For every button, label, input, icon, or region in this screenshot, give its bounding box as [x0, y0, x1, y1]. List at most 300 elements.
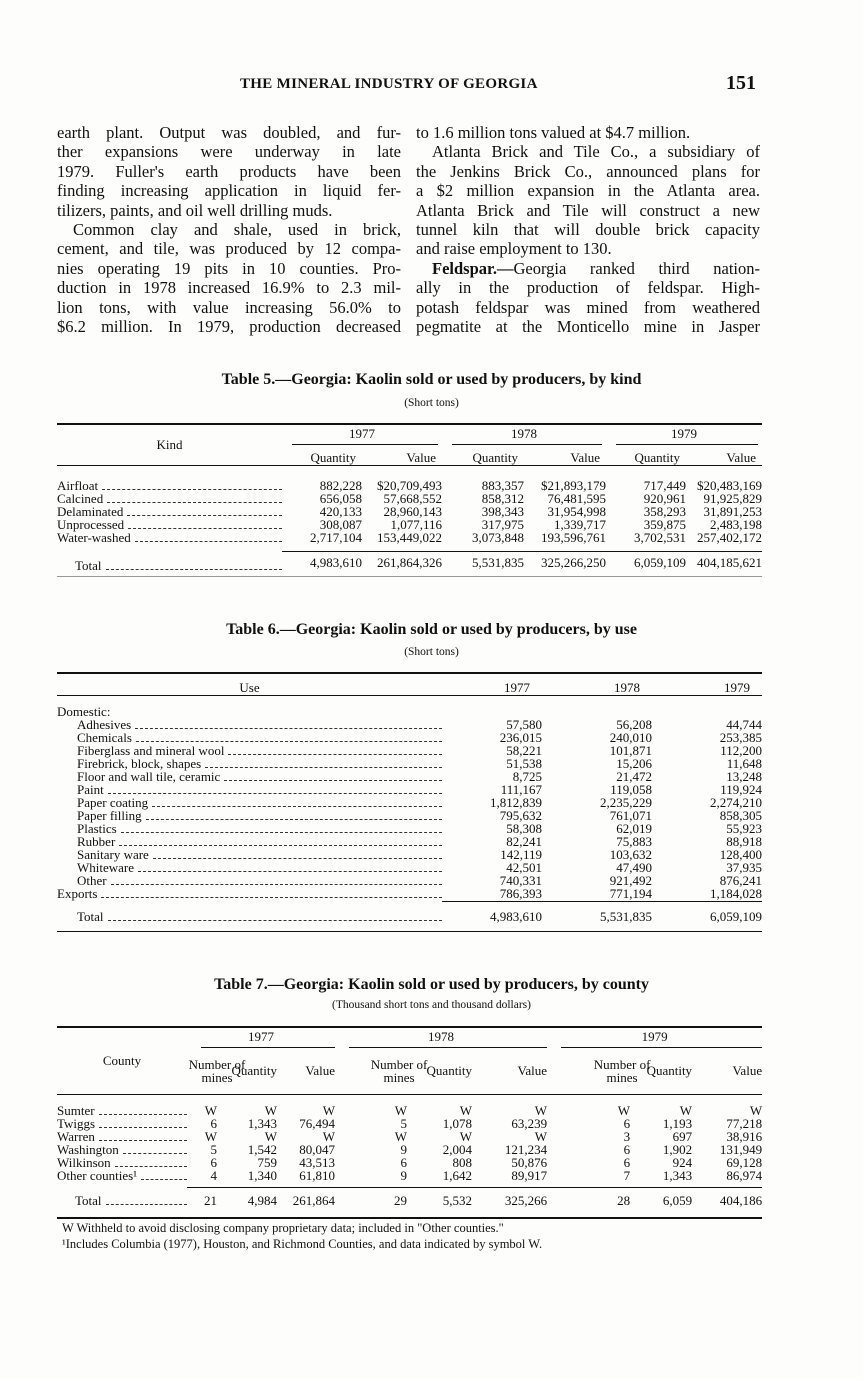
leader-dots [99, 1127, 187, 1128]
table-row [57, 836, 762, 849]
cell-value: W [679, 1103, 693, 1119]
cell-value: 358,293 [643, 504, 686, 520]
running-head: THE MINERAL INDUSTRY OF GEORGIA [240, 76, 538, 92]
leader-dots [123, 1153, 187, 1154]
column-header [187, 1048, 246, 1095]
cell-value: 63,239 [511, 1116, 548, 1132]
spacer-row [57, 696, 762, 707]
column-header: Value [686, 445, 762, 466]
footnote-w: W Withheld to avoid disclosing company proprietary data; included in "Other counties." [62, 1221, 504, 1235]
cell-value: 121,234 [504, 1142, 548, 1158]
cell-value: 1,343 [247, 1116, 277, 1132]
number-of-mines-label: Number of mines [370, 1057, 428, 1085]
cell-value: W [459, 1103, 473, 1119]
cell-value: 76,494 [299, 1116, 336, 1132]
leader-dots [99, 1114, 187, 1115]
number-of-mines-label: Number of mines [188, 1057, 246, 1085]
label-text: Other [77, 872, 107, 888]
cell-value: 21 [187, 1188, 217, 1218]
leader-dots [135, 541, 282, 542]
cell-value: 47,490 [616, 859, 652, 875]
label-text: Chemicals [77, 729, 132, 745]
leader-dots [99, 1140, 187, 1141]
cell-value: 56,208 [616, 716, 652, 732]
label-text: Total [75, 557, 102, 573]
cell-value: 771,194 [609, 885, 652, 901]
cell-value: 3,702,531 [634, 530, 686, 546]
cell-value: 1,078 [442, 1116, 473, 1132]
cell-value: 759 [257, 1155, 277, 1171]
leader-dots [106, 569, 282, 570]
cell-value: 2,274,210 [710, 794, 762, 810]
table-row [57, 784, 762, 797]
table-row [57, 862, 762, 875]
label-text: Twiggs [57, 1116, 96, 1131]
text-line: lion tons, with value increasing 56.0% to [57, 297, 401, 317]
text-line: potash feldspar was mined from weathered [416, 297, 760, 317]
leader-dots [205, 767, 442, 768]
header-row-years [57, 1027, 762, 1048]
cell-value: 4,984 [217, 1188, 277, 1218]
year-header: 1977 [187, 1027, 335, 1048]
cell-value: 42,501 [506, 859, 542, 875]
leader-dots [108, 920, 442, 921]
group-row [57, 706, 762, 719]
cell-value: 921,492 [609, 872, 652, 888]
column-header [335, 1048, 428, 1095]
leader-dots [224, 780, 442, 781]
cell-value: 119,924 [720, 781, 762, 797]
label-wrap [57, 872, 442, 888]
table-row [57, 1157, 762, 1170]
cell-value: 5 [210, 1142, 217, 1158]
column-header: Quantity [630, 1048, 692, 1095]
table-row [57, 719, 762, 732]
cell-value: W [394, 1103, 408, 1119]
cell-value: 131,949 [719, 1142, 763, 1158]
table-row [57, 849, 762, 862]
cell-value: 6 [400, 1155, 408, 1171]
cell-value: 57,580 [506, 716, 542, 732]
cell-value: W [534, 1129, 548, 1145]
table6 [57, 672, 762, 932]
label-text: Fiberglass and mineral wool [77, 742, 225, 758]
cell-value: 924 [672, 1155, 693, 1171]
table7-subtitle: (Thousand short tons and thousand dollars) [332, 999, 531, 1011]
cell-value: 795,632 [499, 807, 542, 823]
leader-dots [146, 819, 442, 820]
table5-subtitle: (Short tons) [404, 397, 459, 409]
county-header: County [57, 1027, 187, 1095]
cell-value: 761,071 [609, 807, 652, 823]
cell-value: 261,864,326 [362, 552, 442, 577]
cell-value: 89,917 [511, 1168, 548, 1184]
label-wrap [57, 859, 442, 875]
text-line: 1979. Fuller's earth products have been [57, 161, 401, 181]
year-header: 1978 [542, 673, 652, 696]
use-header: Use [57, 673, 442, 696]
cell-value: 325,266 [472, 1188, 547, 1218]
cell-value: 101,871 [609, 742, 652, 758]
cell-value: W [749, 1103, 763, 1119]
label-text: Paper coating [77, 794, 149, 810]
leader-dots [121, 832, 442, 833]
cell-value: 75,883 [616, 833, 652, 849]
column-header: Quantity [217, 1048, 277, 1095]
label-text: Washington [57, 1142, 119, 1157]
text-line: ther expansions were underway in late [57, 142, 401, 162]
cell-value: 80,047 [299, 1142, 336, 1158]
cell-value: 398,343 [481, 504, 524, 520]
label-wrap [57, 1192, 187, 1208]
cell-value: 786,393 [499, 885, 542, 901]
cell-value: 236,015 [499, 729, 542, 745]
cell-value: 240,010 [609, 729, 652, 745]
cell-value: 6 [623, 1142, 631, 1158]
cell-value: 142,119 [500, 846, 542, 862]
table-row [57, 1105, 762, 1118]
cell-value: 4,983,610 [442, 901, 542, 931]
cell-value: 404,185,621 [686, 552, 762, 577]
cell-value: 11,648 [726, 755, 762, 771]
cell-value: 1,184,028 [710, 885, 762, 901]
table-row [57, 771, 762, 784]
leader-dots [141, 1179, 187, 1180]
cell-value: W [322, 1129, 336, 1145]
cell-value: 920,961 [643, 491, 686, 507]
table-row [57, 875, 762, 888]
label-text: Floor and wall tile, ceramic [77, 768, 221, 784]
column-header: Value [277, 1048, 335, 1095]
cell-value: 57,668,552 [383, 491, 442, 507]
label-text: Delaminated [57, 504, 124, 519]
total-row [57, 1188, 762, 1218]
cell-value: W [394, 1129, 408, 1145]
text-line: earth plant. Output was doubled, and fur- [57, 123, 401, 142]
leader-dots [128, 528, 282, 529]
cell-value: 717,449 [643, 478, 686, 494]
column-header: Value [362, 445, 442, 466]
cell-value: 15,206 [616, 755, 652, 771]
label-text: Rubber [77, 833, 116, 849]
column-header [547, 1048, 651, 1095]
cell-value: 876,241 [719, 872, 762, 888]
cell-value: W [264, 1103, 277, 1119]
cell-value: 13,248 [726, 768, 762, 784]
cell-value: 6,059,109 [652, 901, 762, 931]
year-header: 1977 [442, 673, 542, 696]
text-line: duction in 1978 increased 16.9% to 2.3 mil- [57, 278, 401, 298]
table-row [57, 823, 762, 836]
cell-value: 858,305 [719, 807, 762, 823]
label-text: Plastics [77, 820, 117, 836]
column-header: Value [524, 445, 606, 466]
row-label [57, 1188, 187, 1218]
year-header: 1978 [442, 424, 606, 445]
cell-value: 404,186 [692, 1188, 762, 1218]
cell-value: W [264, 1129, 277, 1145]
label-text: Sumter [57, 1103, 95, 1118]
cell-value: W [459, 1129, 473, 1145]
cell-value: 253,385 [719, 729, 762, 745]
cell-value: 38,916 [726, 1129, 763, 1145]
label-text: Whiteware [77, 859, 135, 875]
leader-dots [138, 871, 442, 872]
cell-value: 37,935 [726, 859, 762, 875]
cell-value: W [204, 1129, 217, 1145]
year-header: 1979 [606, 424, 762, 445]
paragraph [416, 123, 760, 142]
text-line: a $2 million expansion in the Atlanta area. [416, 181, 760, 201]
text-line: nies operating 19 pits in 10 counties. Pro- [57, 258, 401, 278]
cell-value: 31,891,253 [703, 504, 762, 520]
table6-subtitle: (Short tons) [404, 646, 459, 658]
cell-value: 1,077,116 [390, 517, 442, 533]
number-of-mines-label: Number of mines [593, 1057, 651, 1085]
leader-dots [111, 884, 442, 885]
leader-dots [228, 754, 442, 755]
cell-value: 5,532 [407, 1188, 472, 1218]
label-wrap [57, 908, 442, 924]
cell-value: W [204, 1103, 217, 1119]
cell-value: 2,004 [442, 1142, 473, 1158]
table7-title: Table 7.—Georgia: Kaolin sold or used by producers, by county [214, 976, 649, 993]
cell-value: 317,975 [481, 517, 524, 533]
year-header: 1979 [547, 1027, 762, 1048]
leader-dots [102, 489, 282, 490]
cell-value: 21,472 [616, 768, 652, 784]
cell-value: 1,339,717 [554, 517, 606, 533]
cell-value: 6,059 [630, 1188, 692, 1218]
label-text: Paint [77, 781, 104, 797]
cell-value: 29 [335, 1188, 407, 1218]
label-text: Water-washed [57, 530, 131, 545]
row-label [57, 901, 442, 931]
table5 [57, 423, 762, 577]
paragraph [416, 259, 760, 337]
paragraph [57, 220, 401, 336]
group-label: Domestic: [57, 704, 111, 719]
cell-value: 1,542 [247, 1142, 277, 1158]
cell-value: 5,531,835 [442, 552, 524, 577]
leader-dots [135, 728, 442, 729]
cell-value: 62,019 [616, 820, 652, 836]
text-line: to 1.6 million tons valued at $4.7 million. [416, 123, 691, 142]
text-column-left [57, 123, 401, 336]
cell-value: 28,960,143 [383, 504, 442, 520]
year-header: 1977 [282, 424, 442, 445]
label-text: Wilkinson [57, 1155, 111, 1170]
cell-value: 51,538 [506, 755, 542, 771]
row-label [57, 1170, 187, 1183]
row-label [57, 888, 442, 901]
cell-value: 9 [400, 1142, 408, 1158]
cell-value: 6 [210, 1116, 217, 1132]
cell-value: 740,331 [499, 872, 542, 888]
cell-value: 6 [623, 1155, 631, 1171]
text-line: $6.2 million. In 1979, production decreased [57, 317, 401, 337]
cell-value: 119,058 [610, 781, 652, 797]
text-line: Common clay and shale, used in brick, [73, 220, 401, 240]
table-row [57, 1131, 762, 1144]
cell-value: 193,596,761 [541, 530, 606, 546]
cell-value: $20,709,493 [377, 478, 442, 494]
label-text: Adhesives [77, 716, 132, 732]
leader-dots [136, 741, 442, 742]
table6-title: Table 6.—Georgia: Kaolin sold or used by producers, by use [226, 621, 637, 638]
page-number: 151 [726, 72, 756, 94]
cell-value: 28 [547, 1188, 630, 1218]
label-wrap [57, 888, 442, 901]
cell-value: 359,875 [643, 517, 686, 533]
cell-value: 82,241 [506, 833, 542, 849]
text-line: Atlanta Brick and Tile will construct a new [416, 200, 760, 220]
cell-value: 420,133 [319, 504, 362, 520]
row-label [57, 859, 442, 875]
table-row-exports [57, 888, 762, 901]
label-text: Firebrick, block, shapes [77, 755, 202, 771]
cell-value: $20,483,169 [697, 478, 762, 494]
cell-value: 1,642 [442, 1168, 473, 1184]
text-column-right [416, 123, 760, 336]
cell-value: 55,923 [726, 820, 762, 836]
cell-value: 44,744 [726, 716, 762, 732]
spacer [57, 1095, 762, 1106]
label-text: Other counties¹ [57, 1168, 138, 1183]
cell-value: 31,954,998 [547, 504, 606, 520]
leader-dots [108, 793, 442, 794]
cell-value: 1,343 [662, 1168, 693, 1184]
cell-value: 308,087 [319, 517, 362, 533]
year-header: 1978 [335, 1027, 547, 1048]
table-row [57, 1144, 762, 1157]
cell-value: 325,266,250 [524, 552, 606, 577]
cell-value: 1,340 [247, 1168, 277, 1184]
header-row [57, 673, 762, 696]
label-wrap [57, 532, 282, 545]
cell-value: 8,725 [512, 768, 542, 784]
leader-dots [152, 806, 442, 807]
cell-value: 3,073,848 [472, 530, 524, 546]
cell-value: 86,974 [726, 1168, 763, 1184]
cell-value: 50,876 [511, 1155, 548, 1171]
spacer-row [57, 1095, 762, 1106]
label-text: Paper filling [77, 807, 142, 823]
spacer [57, 696, 762, 707]
cell-value: 69,128 [726, 1155, 763, 1171]
cell-value: 1,812,839 [490, 794, 542, 810]
cell-value: 103,632 [609, 846, 652, 862]
label-text: Calcined [57, 491, 104, 506]
cell-value: 91,925,829 [703, 491, 762, 507]
cell-value: 111,167 [500, 781, 542, 797]
cell-value: 4 [210, 1168, 217, 1184]
cell-value: 5,531,835 [542, 901, 652, 931]
cell-value: 656,058 [319, 491, 362, 507]
text-line: Feldspar.—Georgia ranked third nation- [432, 258, 760, 278]
cell-value: W [322, 1103, 336, 1119]
cell-value: 76,481,595 [547, 491, 606, 507]
cell-value: 2,717,104 [310, 530, 362, 546]
column-header: Quantity [606, 445, 686, 466]
run-in-heading: Feldspar.— [432, 258, 514, 278]
cell-value: 882,228 [319, 478, 362, 494]
cell-value: 2,483,198 [710, 517, 762, 533]
cell-value: 1,902 [662, 1142, 693, 1158]
cell-value: 6 [210, 1155, 217, 1171]
column-header: Value [692, 1048, 762, 1095]
row-label [57, 552, 282, 577]
text-line: cement, and tile, was produced by 12 compa- [57, 239, 401, 259]
label-wrap [57, 1170, 187, 1183]
cell-value: 7 [623, 1168, 631, 1184]
year-header: 1979 [652, 673, 762, 696]
label-text: Airfloat [57, 478, 99, 493]
table-row [57, 1170, 762, 1183]
text-line: the Jenkins Brick Co., announced plans for [416, 161, 760, 181]
cell-value: 808 [452, 1155, 473, 1171]
text-line: Atlanta Brick and Tile Co., a subsidiary of [432, 142, 760, 162]
table7 [57, 1026, 762, 1219]
text-line: pegmatite at the Monticello mine in Jasper [416, 317, 760, 337]
cell-value: 5 [400, 1116, 408, 1132]
row-label [57, 872, 442, 888]
cell-value: W [617, 1103, 631, 1119]
cell-value: 153,449,022 [377, 530, 442, 546]
label-text: Warren [57, 1129, 95, 1144]
cell-value: 6,059,109 [606, 552, 686, 577]
leader-dots [153, 858, 442, 859]
cell-value: 58,308 [506, 820, 542, 836]
label-text: Sanitary ware [77, 846, 149, 862]
header-row-years [57, 424, 762, 445]
column-header: Quantity [282, 445, 362, 466]
cell-value: 61,810 [299, 1168, 336, 1184]
cell-value: 883,357 [481, 478, 524, 494]
leader-dots [127, 515, 282, 516]
leader-dots [107, 502, 282, 503]
cell-value: 112,200 [720, 742, 762, 758]
cell-value: 4,983,610 [282, 552, 362, 577]
footnote-1: ¹Includes Columbia (1977), Houston, and Richmond Counties, and data indicated by symbol W. [62, 1237, 543, 1251]
cell-value: 697 [672, 1129, 693, 1145]
cell-value: 1,193 [662, 1116, 693, 1132]
text-line: finding increasing application in liquid fer- [57, 181, 401, 201]
cell-value: 88,918 [726, 833, 762, 849]
column-header: Quantity [407, 1048, 472, 1095]
table5-title: Table 5.—Georgia: Kaolin sold or used by producers, by kind [221, 371, 642, 388]
leader-dots [106, 1204, 187, 1205]
cell-value: 257,402,172 [697, 530, 762, 546]
cell-value: 3 [623, 1129, 631, 1145]
column-header: Value [472, 1048, 547, 1095]
label-wrap [57, 557, 282, 573]
leader-dots [101, 897, 442, 898]
label-text: Unprocessed [57, 517, 125, 532]
text-line: tilizers, paints, and oil well drilling muds. [57, 200, 333, 220]
table-row [57, 797, 762, 810]
label-text: Total [75, 1192, 102, 1208]
row-label [57, 768, 442, 784]
paragraph [416, 142, 760, 258]
cell-value: 6 [623, 1116, 631, 1132]
column-header: Quantity [442, 445, 524, 466]
cell-value: 43,513 [299, 1155, 336, 1171]
cell-value: 261,864 [277, 1188, 335, 1218]
table-row [57, 532, 762, 545]
text-line: tunnel kiln that will double brick capacity [416, 220, 760, 240]
text-line: ally in the production of feldspar. High- [416, 278, 760, 298]
